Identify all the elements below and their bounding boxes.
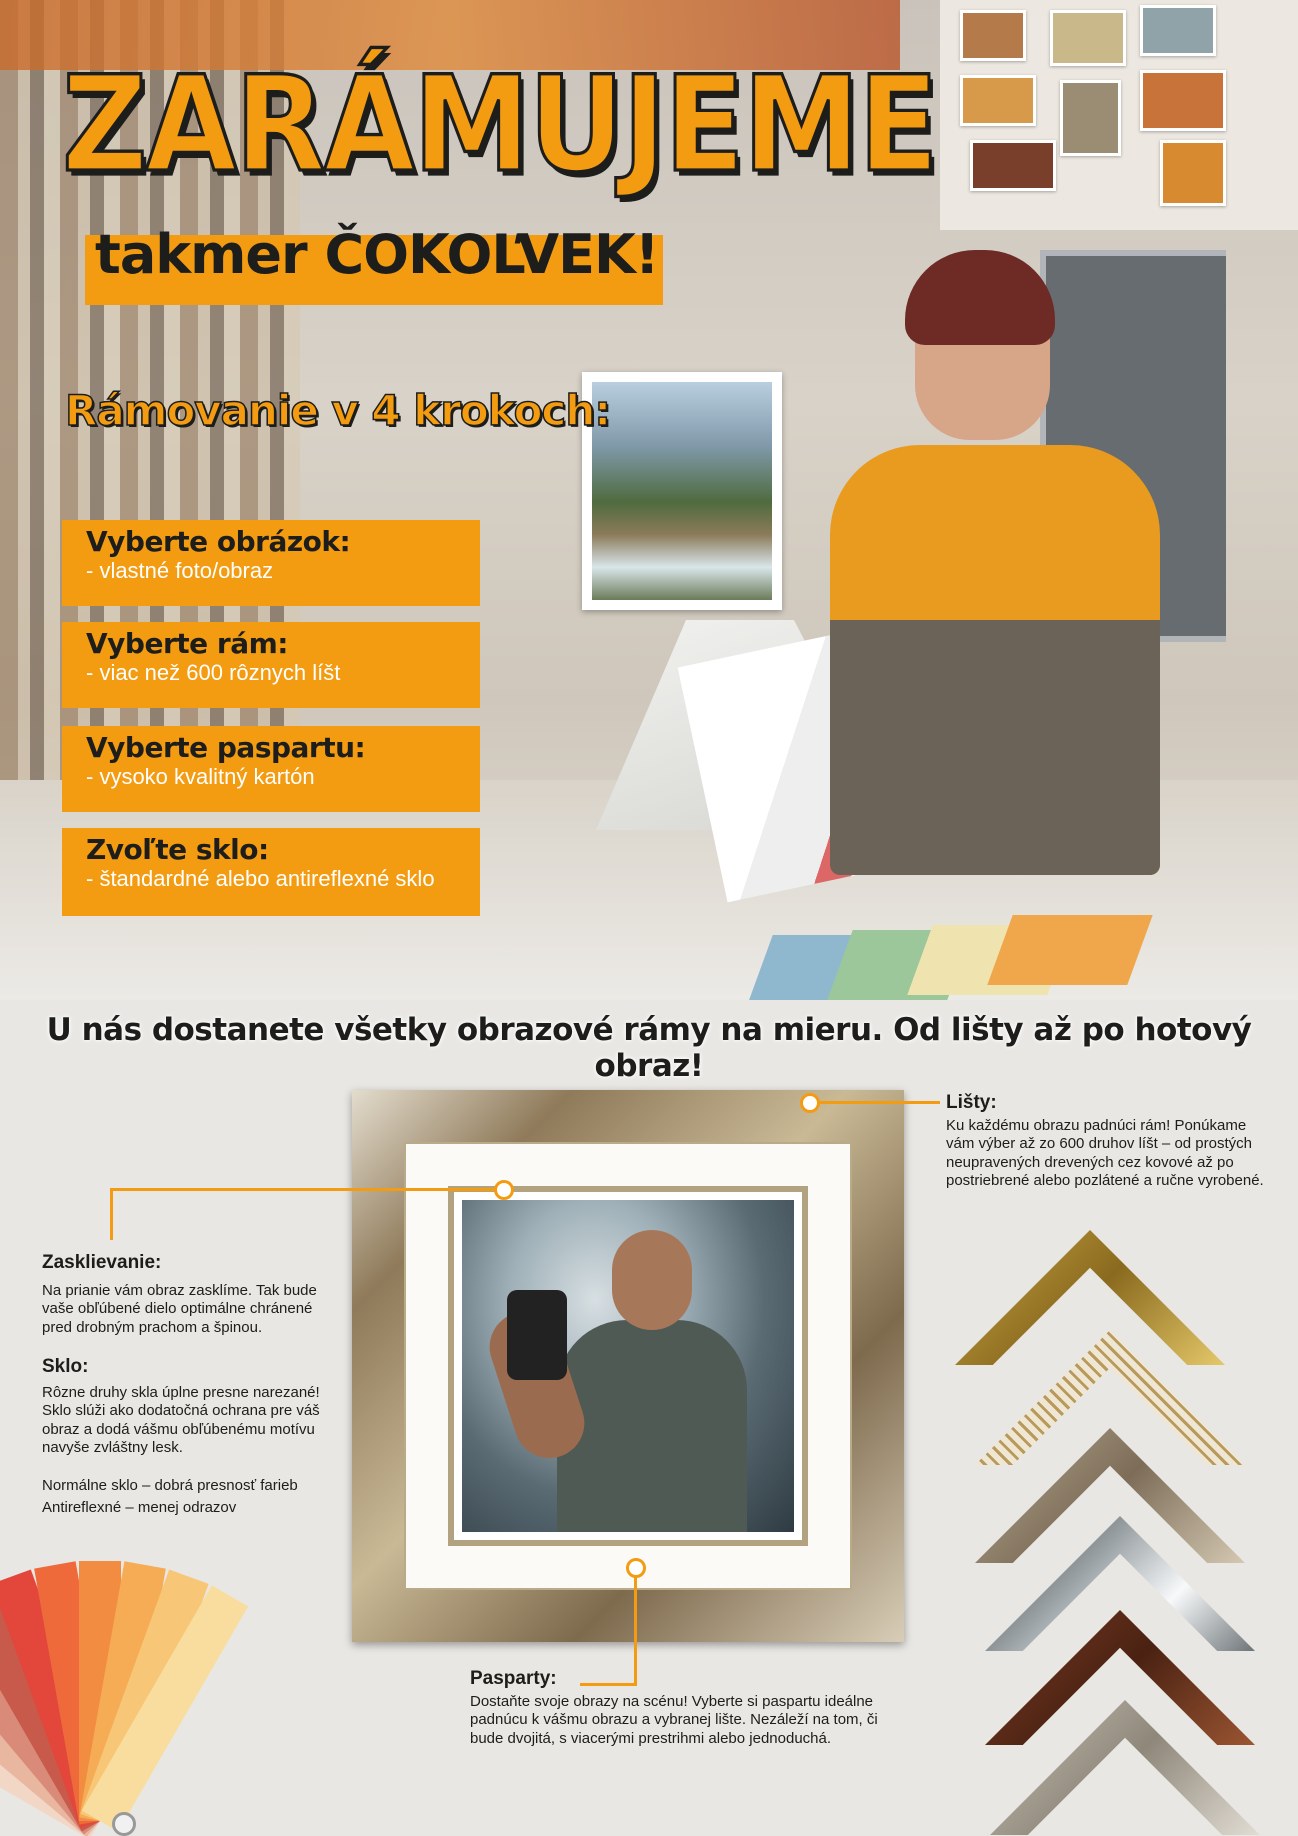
listy-leader-line [810,1101,940,1104]
step-2 [62,622,480,708]
pasparty-title: Pasparty: [470,1668,557,1689]
step-desc: - štandardné alebo antireflexné sklo [86,866,435,892]
sklo-normal-line: Normálne sklo – dobrá presnosť farieb [42,1477,298,1494]
pasparty-marker-icon [626,1558,646,1578]
step-desc: - viac než 600 rôznych líšt [86,660,341,686]
gallery-wall [940,0,1298,230]
zasklievanie-leader-line [110,1188,500,1191]
headline-sub: takmer ČOKOĽVEK! [95,223,659,286]
passe-partout [404,1142,852,1590]
drill-icon [507,1290,567,1380]
listy-title: Lišty: [946,1092,997,1113]
tagline: U nás dostanete všetky obrazové rámy na mieru. Od lišty až po hotový obraz! [46,1012,1252,1084]
moulding-gold [955,1230,1225,1365]
fan-pin-icon [112,1812,136,1836]
step-4 [62,828,480,916]
step-desc: - vlastné foto/obraz [86,558,274,584]
steps-title: Rámovanie v 4 krokoch: [65,386,611,435]
pasparty-leader-line [634,1575,637,1685]
step-3 [62,726,480,812]
framed-photo [462,1200,794,1532]
zasklievanie-title: Zasklievanie: [42,1252,162,1273]
sklo-text: Rôzne druhy skla úplne presne narezané! Sklo slúži ako dodatočná ochrana pre váš obraz a dodá vášmu obľúbenému motívu navyše zvláštny lesk. [42,1384,320,1456]
step-title: Vyberte rám: [86,627,288,660]
landscape-painting [582,372,782,610]
step-desc: - vysoko kvalitný kartón [86,764,315,790]
zasklievanie-text: Na prianie vám obraz zasklíme. Tak bude vaše obľúbené dielo optimálne chránené pred drobným prachom a špinou. [42,1282,317,1336]
zasklievanie-marker-icon [494,1180,514,1200]
sklo-antireflex-line: Antireflexné – menej odrazov [42,1499,237,1516]
step-title: Vyberte obrázok: [86,525,351,558]
color-fan [0,1560,330,1836]
step-title: Zvoľte sklo: [86,833,269,866]
employee-photo [800,250,1180,910]
pasparty-text: Dostaňte svoje obrazy na scénu! Vyberte si paspartu ideálne padnúcu k vášmu obrazu a vybranej lište. Nezáleží na tom, či bude dvojitá, s viacerými prestrihmi alebo jednoduchá. [470,1693,878,1747]
sklo-title: Sklo: [42,1356,89,1377]
listy-marker-icon [800,1093,820,1113]
step-title: Vyberte paspartu: [86,731,366,764]
frame-illustration [352,1090,904,1642]
headline-main: ZARÁMUJEME [62,46,937,202]
listy-text: Ku každému obrazu padnúci rám! Ponúkame vám výber až zo 600 druhov líšt – od prostých neupravených drevených cez kovové až po postriebrené alebo pozlátené a ručne vyrobené. [946,1117,1264,1189]
step-1 [62,520,480,606]
